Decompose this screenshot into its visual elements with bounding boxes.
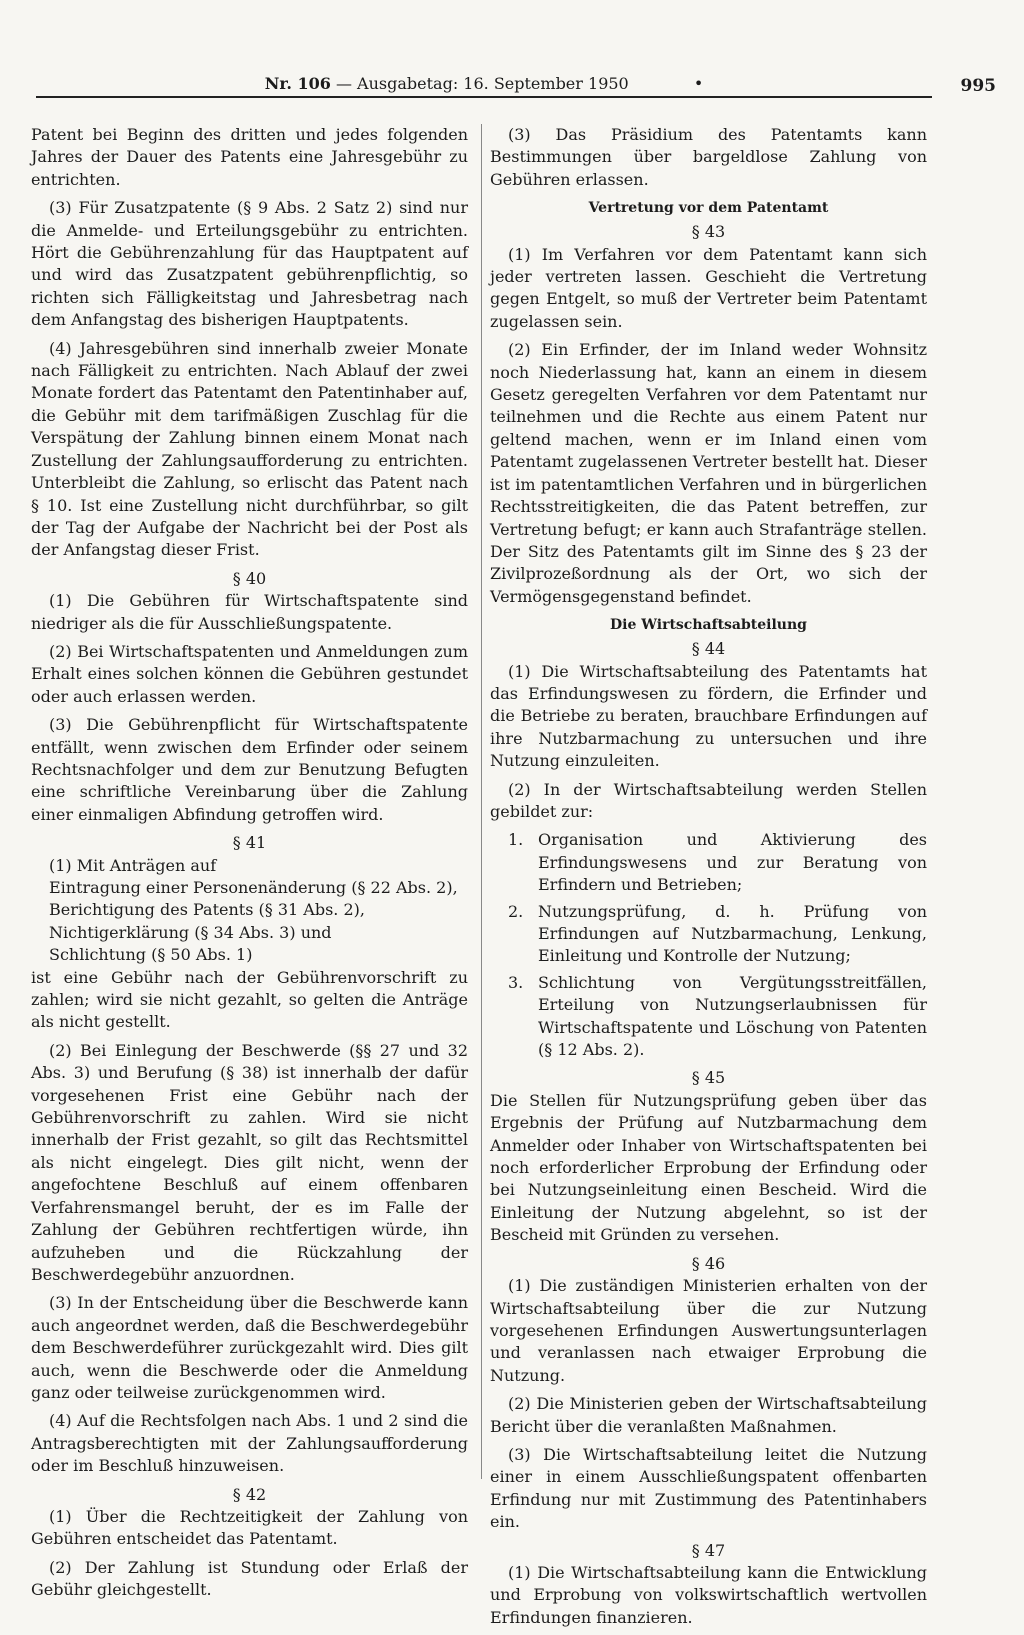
paragraph: (1) Im Verfahren vor dem Patentamt kann sich jeder vertreten lassen. Geschieht die Vertretung gegen Entgelt, so muß der Vertreter beim Patentamt zugelassen sein. [490, 244, 927, 331]
paragraph: (1) Über die Rechtzeitigkeit der Zahlung von Gebühren entscheidet das Patentamt. [31, 1506, 468, 1549]
list-text: Nutzungsprüfung, d. h. Prüfung von Erfindungen auf Nutzbarmachung, Lenkung, Einleitung und Kontrolle der Nutzung; [538, 901, 927, 966]
section-heading-45: § 45 [691, 1068, 726, 1088]
list-item [490, 829, 927, 896]
paragraph: Patent bei Beginn des dritten und jedes folgenden Jahres der Dauer des Patents eine Jahresgebühr zu entrichten. [31, 125, 468, 189]
list-number: 1. [508, 830, 524, 850]
section-heading-47: § 47 [691, 1540, 726, 1560]
page-header [36, 70, 996, 98]
paragraph: (3) Das Präsidium des Patentamts kann Bestimmungen über bargeldlose Zahlung von Gebühren erlassen. [490, 125, 927, 189]
list-text: Organisation und Aktivierung des Erfindungswesens und zur Beratung von Erfindern und Betrieben; [538, 830, 927, 895]
list-item: Schlichtung (§ 50 Abs. 1) [49, 945, 253, 965]
section-heading-44: § 44 [691, 639, 726, 659]
paragraph: (1) Die Wirtschaftsabteilung kann die Entwicklung und Erprobung von volkswirtschaftlich wertvollen Erfindungen finanzieren. [490, 1562, 927, 1627]
paragraph: (2) Die Ministerien geben der Wirtschaftsabteilung Bericht über die veranlaßten Maßnahmen. [490, 1394, 927, 1436]
paragraph: (2) Der Zahlung ist Stundung oder Erlaß der Gebühr gleichgestellt. [31, 1557, 468, 1600]
list-number: 2. [508, 901, 524, 921]
paragraph: (3) In der Entscheidung über die Beschwerde kann auch angeordnet werden, daß die Beschwerdegebühr dem Beschwerdeführer zurückgezahlt wird. Dies gilt auch, wenn die Beschwerde oder die Anmeldung ganz oder teilweise zurückgenommen wird. [31, 1293, 468, 1402]
paragraph: (1) Die Gebühren für Wirtschaftspatente sind niedriger als die für Ausschließungspatente. [31, 591, 468, 633]
list-item: Eintragung einer Personenänderung (§ 22 Abs. 2), [49, 878, 458, 897]
column-divider [481, 124, 482, 1479]
paragraph: (1) Mit Anträgen auf [49, 855, 217, 875]
paragraph: (3) Für Zusatzpatente (§ 9 Abs. 2 Satz 2) sind nur die Anmelde- und Erteilungsgebühr zu entrichten. Hört die Gebührenzahlung für das Hauptpatent auf und wird das Zusatzpatent gebührenpflichtig, so richten sich Fälligkeitstag und Jahresbetrag nach dem Anfangstag des bisherigen Hauptpatents. [31, 198, 468, 330]
paragraph: Die Stellen für Nutzungsprüfung geben über das Ergebnis der Prüfung auf Nutzbarmachung dem Anmelder oder Inhaber von Wirtschaftspatenten bei noch erforderlicher Erprobung der Erfindung oder bei Nutzungseinleitung einen Bescheid. Wird die Einleitung der Nutzung abgelehnt, so ist der Bescheid mit Gründen zu versehen. [490, 1090, 927, 1245]
heading-wirtschaftsabteilung: Die Wirtschaftsabteilung [610, 617, 807, 634]
paragraph: (2) Ein Erfinder, der im Inland weder Wohnsitz noch Niederlassung hat, kann an einem in diesem Gesetz geregelten Verfahren vor dem Patentamt nur teilnehmen und die Rechte aus einem Patent nur geltend machen, wenn er im Inland einen vom Patentamt zugelassenen Vertreter bestellt hat. Dieser ist im patentamtlichen Verfahren und in bürgerlichen Rechtsstreitigkeiten, die das Patent betreffen, zur Vertretung befugt; er kann auch Strafanträge stellen. Der Sitz des Patentamts gilt im Sinne des § 23 der Zivilprozeßordnung als der Ort, wo sich der Vermögensgegenstand befindet. [490, 340, 927, 606]
paragraph: (2) Bei Einlegung der Beschwerde (§§ 27 und 32 Abs. 3) und Berufung (§ 38) ist innerhalb der dafür vorgesehenen Frist eine Gebühr nach der Gebührenvorschrift zu zahlen. Wird sie nicht innerhalb der Frist gezahlt, so gilt das Rechtsmittel als nicht eingelegt. Dies gilt nicht, wenn der angefochtene Beschluß auf einem offenbaren Verfahrensmangel beruht, der es im Falle der Zahlung der Gebühren rechtfertigen würde, ihn aufzuheben und die Rückzahlung der Beschwerdegebühr anzuordnen. [31, 1040, 468, 1284]
header-issue-line [36, 74, 932, 96]
section-heading-42: § 42 [232, 1484, 267, 1504]
paragraph: (4) Auf die Rechtsfolgen nach Abs. 1 und 2 sind die Antragsberechtigten mit der Zahlungsaufforderung oder im Beschluß hinzuweisen. [31, 1411, 468, 1476]
list-item: Berichtigung des Patents (§ 31 Abs. 2), [49, 900, 365, 920]
list-number: 3. [508, 972, 524, 992]
paragraph: (3) Die Wirtschaftsabteilung leitet die Nutzung einer in einem Ausschließungspatent offenbarten Erfindung nur mit Zustimmung des Patentinhabers ein. [490, 1444, 927, 1532]
paragraph: (3) Die Gebührenpflicht für Wirtschaftspatente entfällt, wenn zwischen dem Erfinder oder seinem Rechtsnachfolger und dem zur Benutzung Befugten eine schriftliche Vereinbarung über die Zahlung einer einmaligen Abfindung getroffen wird. [31, 715, 468, 824]
section-heading-40: § 40 [232, 568, 267, 588]
paragraph: (1) Die zuständigen Ministerien erhalten von der Wirtschaftsabteilung über die zur Nutzung vorgesehenen Erfindungen Auswertungsunterlagen und veranlassen nach etwaiger Erprobung die Nutzung. [490, 1276, 927, 1385]
left-column [31, 124, 468, 1608]
list-item: Nichtigerklärung (§ 34 Abs. 3) und [49, 922, 332, 942]
section-heading-46: § 46 [691, 1253, 726, 1273]
page-number: 995 [960, 76, 996, 96]
paragraph: (2) In der Wirtschaftsabteilung werden Stellen gebildet zur: [490, 779, 927, 821]
numbered-list [490, 829, 927, 1061]
section-heading-41: § 41 [232, 833, 267, 853]
paragraph: ist eine Gebühr nach der Gebührenvorschrift zu zahlen; wird sie nicht gezahlt, so gelten die Anträge als nicht gestellt. [31, 967, 468, 1032]
paragraph: (1) Die Wirtschaftsabteilung des Patentamts hat das Erfindungswesen zu fördern, die Erfinder und die Betriebe zu beraten, brauchbare Erfindungen auf ihre Nutzbarmachung zu untersuchen und ihre Nutzung einzuleiten. [490, 661, 927, 771]
list-item [490, 972, 927, 1062]
application-list [49, 877, 468, 967]
issue-date: — Ausgabetag: 16. September 1950 [335, 74, 629, 93]
right-column [490, 124, 927, 1635]
list-item [490, 901, 927, 968]
section-heading-43: § 43 [691, 222, 726, 242]
paragraph: (2) Bei Wirtschaftspatenten und Anmeldungen zum Erhalt eines solchen können die Gebühren gestundet oder auch erlassen werden. [31, 641, 468, 706]
paragraph: (4) Jahresgebühren sind innerhalb zweier Monate nach Fälligkeit zu entrichten. Nach Ablauf der zwei Monate fordert das Patentamt den Patentinhaber auf, die Gebühr mit dem tarifmäßigen Zuschlag für die Verspätung der Zahlung binnen einem Monat nach Zustellung der Zahlungsaufforderung zu entrichten. Unterbleibt die Zahlung, so erlischt das Patent nach § 10. Ist eine Zustellung nicht durchführbar, so gilt der Tag der Aufgabe der Nachricht bei der Post als der Anfangstag dieser Frist. [31, 338, 468, 560]
issue-number: Nr. 106 [264, 74, 331, 93]
header-dot: • [693, 74, 704, 93]
heading-vertretung: Vertretung vor dem Patentamt [588, 200, 829, 217]
list-text: Schlichtung von Vergütungsstreitfällen, Erteilung von Nutzungserlaubnissen für Wirtschaftspatente und Löschung von Patenten (§ 12 Abs. 2). [538, 972, 927, 1060]
